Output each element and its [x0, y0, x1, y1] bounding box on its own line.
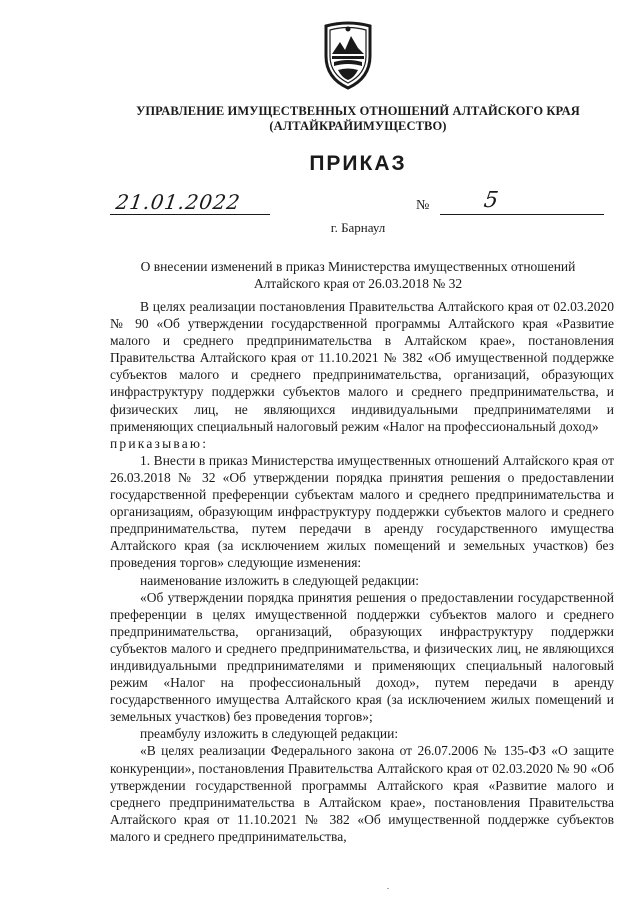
preamble-paragraph: В целях реализации постановления Правительства Алтайского края от 02.03.2020 № 90 «Об утверждении государственной программы Алтайского края «Развитие малого и среднего предпринимательства в Алтайском крае», постановления Правительства Алтайского края от 11.10.2021 № 382 «Об имущественной поддержке субъектов малого и среднего предпринимательства, организаций, образующих инфраструктуру поддержки субъектов малого и среднего предпринимательства, и физических лиц, не являющихся индивидуальными предпринимателями и применяющих специальный налоговый режим «Налог на профессиональный доход»	[110, 299, 614, 434]
city: г. Барнаул	[330, 220, 386, 235]
date-underline	[110, 214, 270, 215]
number-underline	[440, 214, 604, 215]
order-date: 21.01.2022	[114, 190, 243, 214]
organization-name-line2: (АЛТАЙКРАЙИМУЩЕСТВО)	[269, 119, 447, 133]
order-number: 5	[482, 188, 500, 213]
clause-1-paragraph: 1. Внести в приказ Министерства имущественных отношений Алтайского края от 26.03.2018 № 32 «Об утверждении порядка принятия решения о предоставлении государственной преференции субъектам малого и среднего предпринимательства и организациям, образующим инфраструктуру поддержки субъектов малого и среднего предпринимательства, путем передачи в аренду государственного имущества Алтайского края (за исключением жилых помещений и земельных участков) без проведения торгов» следующие изменения:	[110, 452, 614, 571]
document-title: ПРИКАЗ	[309, 152, 407, 175]
name-change-intro: наименование изложить в следующей редакции:	[140, 572, 420, 588]
new-preamble-paragraph: «В целях реализации Федерального закона от 26.07.2006 № 135-ФЗ «О защите конкуренции», постановления Правительства Алтайского края от 02.03.2020 № 90 «Об утверждении государственной программы Алтайского края «Развитие малого и среднего предпринимательства в Алтайском крае», постановления Правительства Алтайского края от 11.10.2021 № 382 «Об имущественной поддержке субъектов малого и среднего предпринимательства,	[110, 743, 614, 844]
order-subject	[80, 258, 636, 292]
order-subject-line2: Алтайского края от 26.03.2018 № 32	[253, 276, 463, 291]
order-subject-line1: О внесении изменений в приказ Министерства имущественных отношений	[140, 259, 576, 274]
number-label: №	[416, 198, 430, 213]
organization-name-line1: УПРАВЛЕНИЕ ИМУЩЕСТВЕННЫХ ОТНОШЕНИЙ АЛТАЙСКОГО КРАЯ	[136, 104, 580, 118]
order-body	[110, 298, 614, 845]
order-keyword: приказываю:	[110, 435, 209, 451]
organization-name	[80, 104, 636, 134]
altai-coat-of-arms-emblem	[318, 20, 378, 90]
scan-mark: .	[387, 882, 389, 891]
new-name-paragraph: «Об утверждении порядка принятия решения о предоставлении государственной преференции в целях имущественной поддержки субъектов малого и среднего предпринимательства, организаций, образующих инфраструктуру поддержки субъектов малого и среднего предпринимательства, и физических лиц, не являющихся индивидуальными предпринимателями и применяющих специальный налоговый режим «Налог на профессиональный доход», путем передачи в аренду государственного имущества Алтайского края (за исключением жилых помещений и земельных участков) без проведения торгов»;	[110, 589, 614, 725]
preamble-change-intro: преамбулу изложить в следующей редакции:	[140, 726, 399, 742]
